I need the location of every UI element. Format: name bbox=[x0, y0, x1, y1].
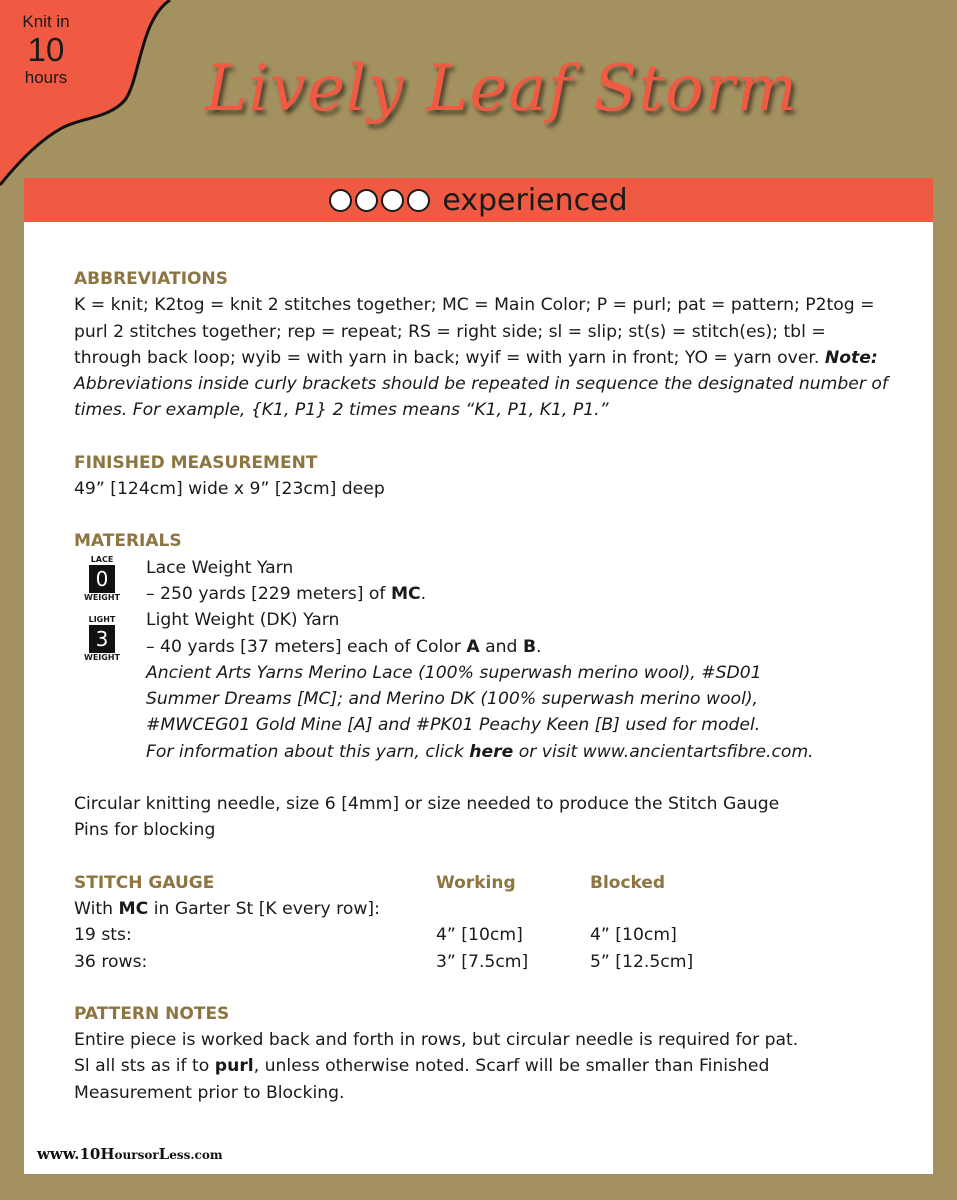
finished-heading: FINISHED MEASUREMENT bbox=[74, 452, 318, 473]
notes-heading: PATTERN NOTES bbox=[74, 1003, 230, 1024]
yarn2-amount-text: – 40 yards [37 meters] each of Color bbox=[146, 636, 461, 657]
light-weight-icon-bottom: WEIGHT bbox=[84, 652, 120, 662]
gauge-row-label: 36 rows: bbox=[74, 951, 148, 972]
yarn-info bbox=[146, 739, 894, 765]
abbreviations-heading: ABBREVIATIONS bbox=[74, 269, 228, 289]
yarn-info-post: or visit www.ancientartsfibre.com. bbox=[518, 741, 814, 762]
materials-list bbox=[74, 555, 894, 765]
light-weight-icon-number: 3 bbox=[89, 625, 115, 653]
color-a: A bbox=[466, 636, 480, 657]
abbreviations-text bbox=[74, 292, 894, 423]
model-yarn-line-3: #MWCEG01 Gold Mine [A] and #PK01 Peachy Keen [B] used for model. bbox=[146, 715, 761, 736]
gauge-row-label: 19 sts: bbox=[74, 925, 132, 946]
skill-band bbox=[24, 178, 933, 222]
gauge-col-working: Working bbox=[436, 872, 516, 893]
yarn-info-pre: For information about this yarn, click bbox=[146, 741, 464, 762]
light-weight-icon-top: LIGHT bbox=[88, 614, 116, 624]
gauge-row-working: 4” [10cm] bbox=[436, 925, 523, 946]
gauge-with-rest: in Garter St [K every row]: bbox=[153, 898, 380, 919]
here-link[interactable]: here bbox=[469, 741, 514, 762]
skill-circle-icon bbox=[355, 189, 378, 212]
corner-line-1: Knit in bbox=[22, 12, 70, 31]
skill-level: experienced bbox=[442, 182, 628, 218]
skill-circles bbox=[329, 189, 430, 212]
lace-weight-icon-bottom: WEIGHT bbox=[84, 592, 120, 602]
notes-line-1: Entire piece is worked back and forth in rows, but circular needle is required for pat. bbox=[74, 1030, 799, 1051]
abbreviations-list: K = knit; K2tog = knit 2 stitches together; MC = Main Color; P = purl; pat = pattern; P2tog = purl 2 stitches together; rep = repeat; RS = right side; sl = slip; st(s) = stitch(es); tbl = through back loop; wyib = with yarn in back; wyif = with yarn in front; YO = yarn over. bbox=[74, 295, 875, 368]
notes-purl: purl bbox=[214, 1056, 254, 1077]
gauge-with-mc: MC bbox=[118, 898, 149, 919]
pattern-content bbox=[74, 266, 894, 1106]
pins-text: Pins for blocking bbox=[74, 820, 216, 841]
gauge-row-blocked: 5” [12.5cm] bbox=[590, 951, 694, 972]
skill-circle-icon bbox=[407, 189, 430, 212]
pattern-title: Lively Leaf Storm bbox=[205, 52, 798, 126]
lace-weight-icon bbox=[80, 555, 124, 603]
gauge-heading: STITCH GAUGE bbox=[74, 872, 215, 893]
corner-line-3: hours bbox=[24, 68, 68, 87]
skill-circle-icon bbox=[381, 189, 404, 212]
gauge-col-blocked: Blocked bbox=[590, 872, 666, 893]
gauge-table bbox=[74, 870, 894, 975]
gauge-row-blocked: 4” [10cm] bbox=[590, 925, 677, 946]
yarn1-amount-text: – 250 yards [229 meters] of bbox=[146, 583, 386, 604]
lace-weight-icon-number: 0 bbox=[89, 565, 115, 593]
yarn2-name: Light Weight (DK) Yarn bbox=[146, 610, 340, 631]
gauge-with bbox=[74, 896, 790, 922]
materials-heading: MATERIALS bbox=[74, 531, 182, 552]
notes-line-3: Measurement prior to Blocking. bbox=[74, 1082, 345, 1103]
footer-url[interactable]: www.10HoursorLess.com bbox=[37, 1145, 223, 1163]
skill-circle-icon bbox=[329, 189, 352, 212]
gauge-row-working: 3” [7.5cm] bbox=[436, 951, 529, 972]
needle-text: Circular knitting needle, size 6 [4mm] or size needed to produce the Stitch Gauge bbox=[74, 794, 780, 815]
pattern-page bbox=[24, 178, 933, 1174]
corner-label bbox=[6, 12, 86, 88]
corner-line-2: 10 bbox=[27, 31, 65, 68]
yarn1-name: Lace Weight Yarn bbox=[146, 557, 294, 578]
yarn1-mc: MC bbox=[390, 583, 421, 604]
gauge-with-text: With bbox=[74, 898, 114, 919]
yarn2-amount: – 40 yards [37 meters] each of Color A and B. bbox=[146, 636, 542, 657]
finished-text: 49” [124cm] wide x 9” [23cm] deep bbox=[74, 479, 385, 500]
model-yarn-line-1: Ancient Arts Yarns Merino Lace (100% superwash merino wool), #SD01 bbox=[146, 662, 762, 683]
color-b: B bbox=[522, 636, 537, 657]
light-weight-icon bbox=[80, 615, 124, 663]
lace-weight-icon-top: LACE bbox=[90, 554, 114, 564]
notes-line-2 bbox=[74, 1053, 894, 1079]
notes-line-2-post: , unless otherwise noted. Scarf will be smaller than Finished bbox=[253, 1056, 770, 1077]
and-text: and bbox=[485, 636, 518, 657]
notes-line-2-pre: Sl all sts as if to bbox=[74, 1056, 210, 1077]
note-label: Note: bbox=[824, 347, 878, 368]
note-text: Abbreviations inside curly brackets should be repeated in sequence the designated number of times. For example, {K1, P1} 2 times means “K1, P1, K1, P1.” bbox=[74, 374, 888, 421]
model-yarn-line-2: Summer Dreams [MC]; and Merino DK (100% superwash merino wool), bbox=[146, 689, 759, 710]
yarn1-amount: – 250 yards [229 meters] of MC. bbox=[146, 583, 427, 604]
